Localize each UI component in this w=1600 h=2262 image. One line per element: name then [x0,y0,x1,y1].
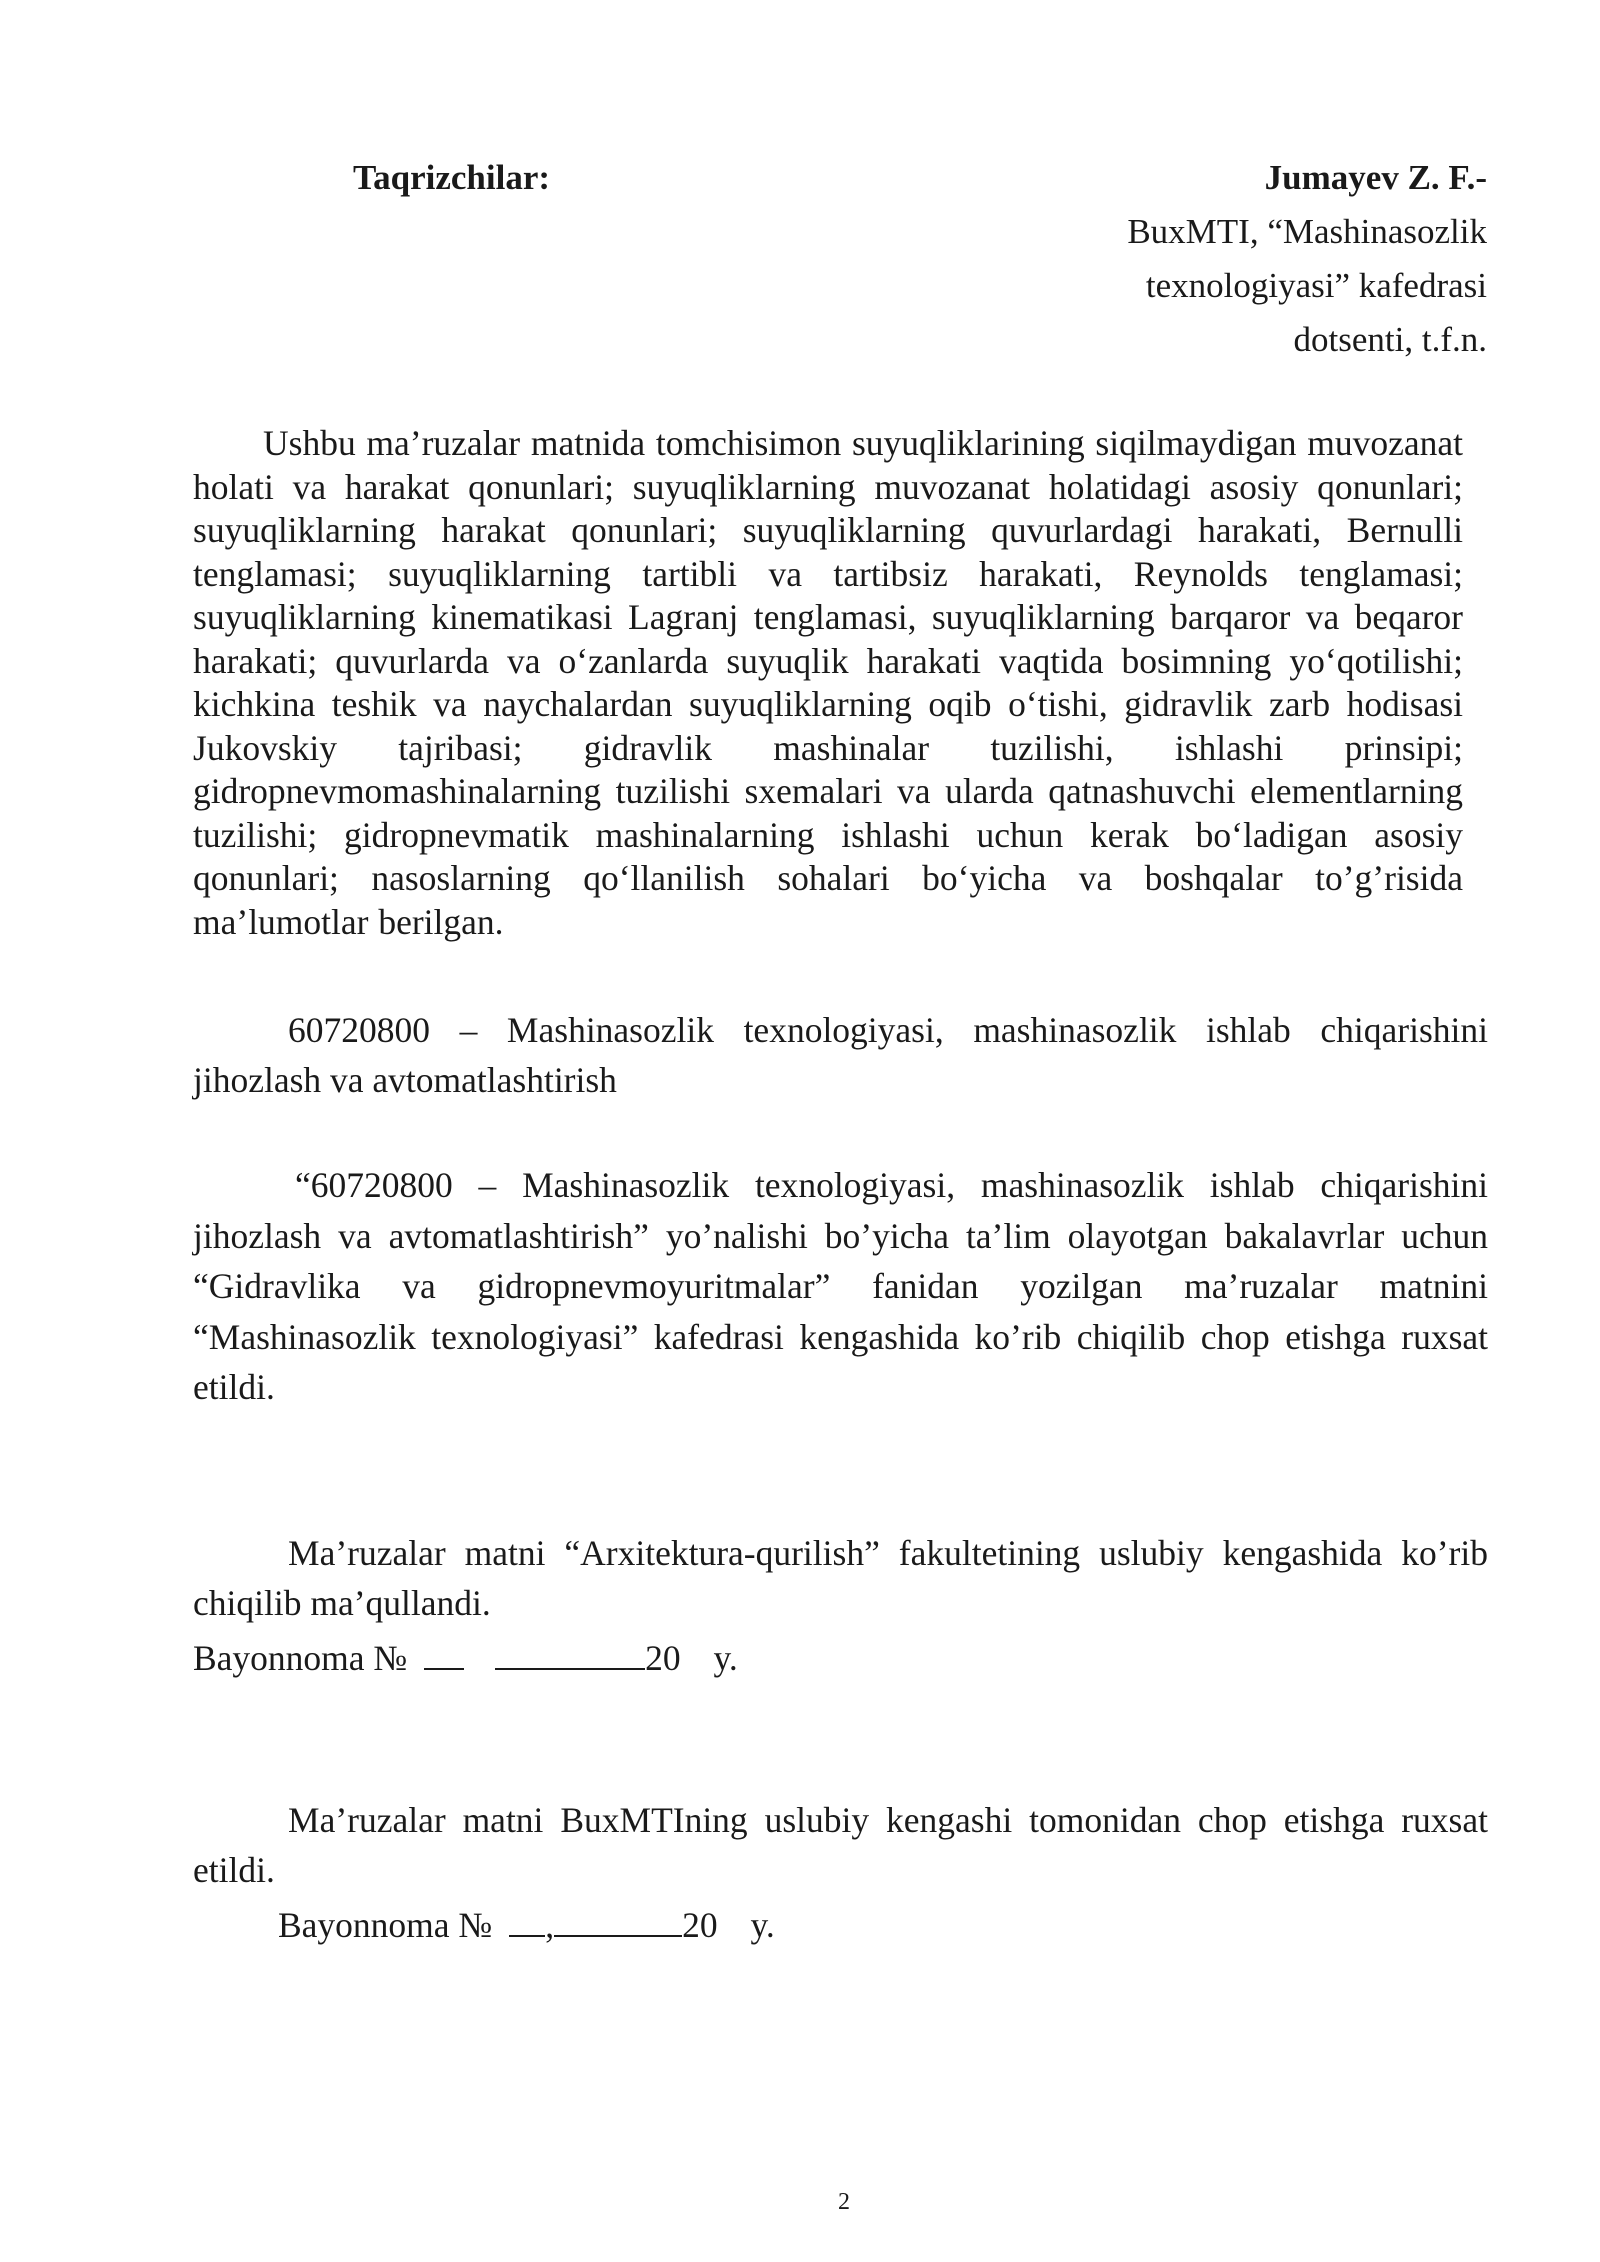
reviewer-name: Jumayev Z. F.- [1264,158,1487,197]
department-approval: “60720800 – Mashinasozlik texnologiyasi, mashinasozlik ishlab chiqarishini jihozlash va avtomatlashtirish” yo’nalishi bo’yicha ta’lim olayotgan bakalavrlar uchun “Gidravlika va gidropnevmoyuritmalar” fanidan yozilgan ma’ruzalar matnini “Mashinasozlik texnologiyasi” kafedrasi kengashida ko’rib chiqilib chop etishga ruxsat etildi. [193,1165,1488,1407]
protocol-number-blank[interactable] [424,1638,464,1670]
protocol-prefix: Bayonnoma № [193,1638,408,1678]
protocol-date-blank[interactable] [495,1638,645,1670]
reviewers-label: Taqrizchilar: [353,158,551,197]
reviewer-affiliation-line-1: BuxMTI, “Mashinasozlik [1127,212,1487,251]
protocol-number-blank[interactable] [509,1905,545,1937]
reviewer-affiliation-line-3: dotsenti, t.f.n. [1293,320,1487,359]
abstract-paragraph: Ushbu ma’ruzalar matnida tomchisimon suyuqliklarining siqilmaydigan muvozanat holati va harakat qonunlari; suyuqliklarning muvozanat holatidagi asosiy qonunlari; suyuqliklarning harakat qonunlari; suyuqliklarning quvurlardagi harakati, Bernulli tenglamasi; suyuqliklarning tartibli va tartibsiz harakati, Reynolds tenglamasi; suyuqliklarning kinematikasi Lagranj tenglamasi, suyuqliklarning barqaror va beqaror harakati; quvurlarda va o‘zanlarda suyuqlik harakati vaqtida bosimning yo‘qotilishi; kichkina teshik va naychalardan suyuqliklarning oqib o‘tishi, gidravlik zarb hodisasi Jukovskiy tajribasi; gidravlik mashinalar tuzilishi, ishlashi prinsipi; gidropnevmomashinalarning tuzilishi sxemalari va ularda qatnashuvchi elementlarning tuzilishi; gidropnevmatik mashinalarning ishlashi uchun kerak bo‘ladigan asosiy qonunlari; nasoslarning qo‘llanilish sohalari bo‘yicha va boshqalar to’g’risida ma’lumotlar berilgan. [193,423,1463,942]
protocol-year: 20 [682,1905,718,1945]
institute-approval: Ma’ruzalar matni BuxMTIning uslubiy kengashi tomonidan chop etishga ruxsat etildi. [193,1800,1488,1890]
protocol-year: 20 [645,1638,681,1678]
protocol-comma: , [545,1905,555,1945]
faculty-approval: Ma’ruzalar matni “Arxitektura-qurilish” fakultetining uslubiy kengashida ko’rib chiqilib ma’qullandi. [193,1533,1488,1623]
protocol-year-suffix: y. [750,1905,775,1945]
protocol-prefix: Bayonnoma № [278,1905,493,1945]
protocol-date-blank[interactable] [554,1905,682,1937]
institute-protocol [278,1905,775,1944]
page-number: 2 [838,2189,850,2215]
reviewer-affiliation-line-2: texnologiyasi” kafedrasi [1145,266,1487,305]
faculty-protocol [193,1638,738,1677]
protocol-year-suffix: y. [713,1638,738,1678]
specialty-code: 60720800 – Mashinasozlik texnologiyasi, mashinasozlik ishlab chiqarishini jihozlash va avtomatlashtirish [193,1010,1488,1100]
